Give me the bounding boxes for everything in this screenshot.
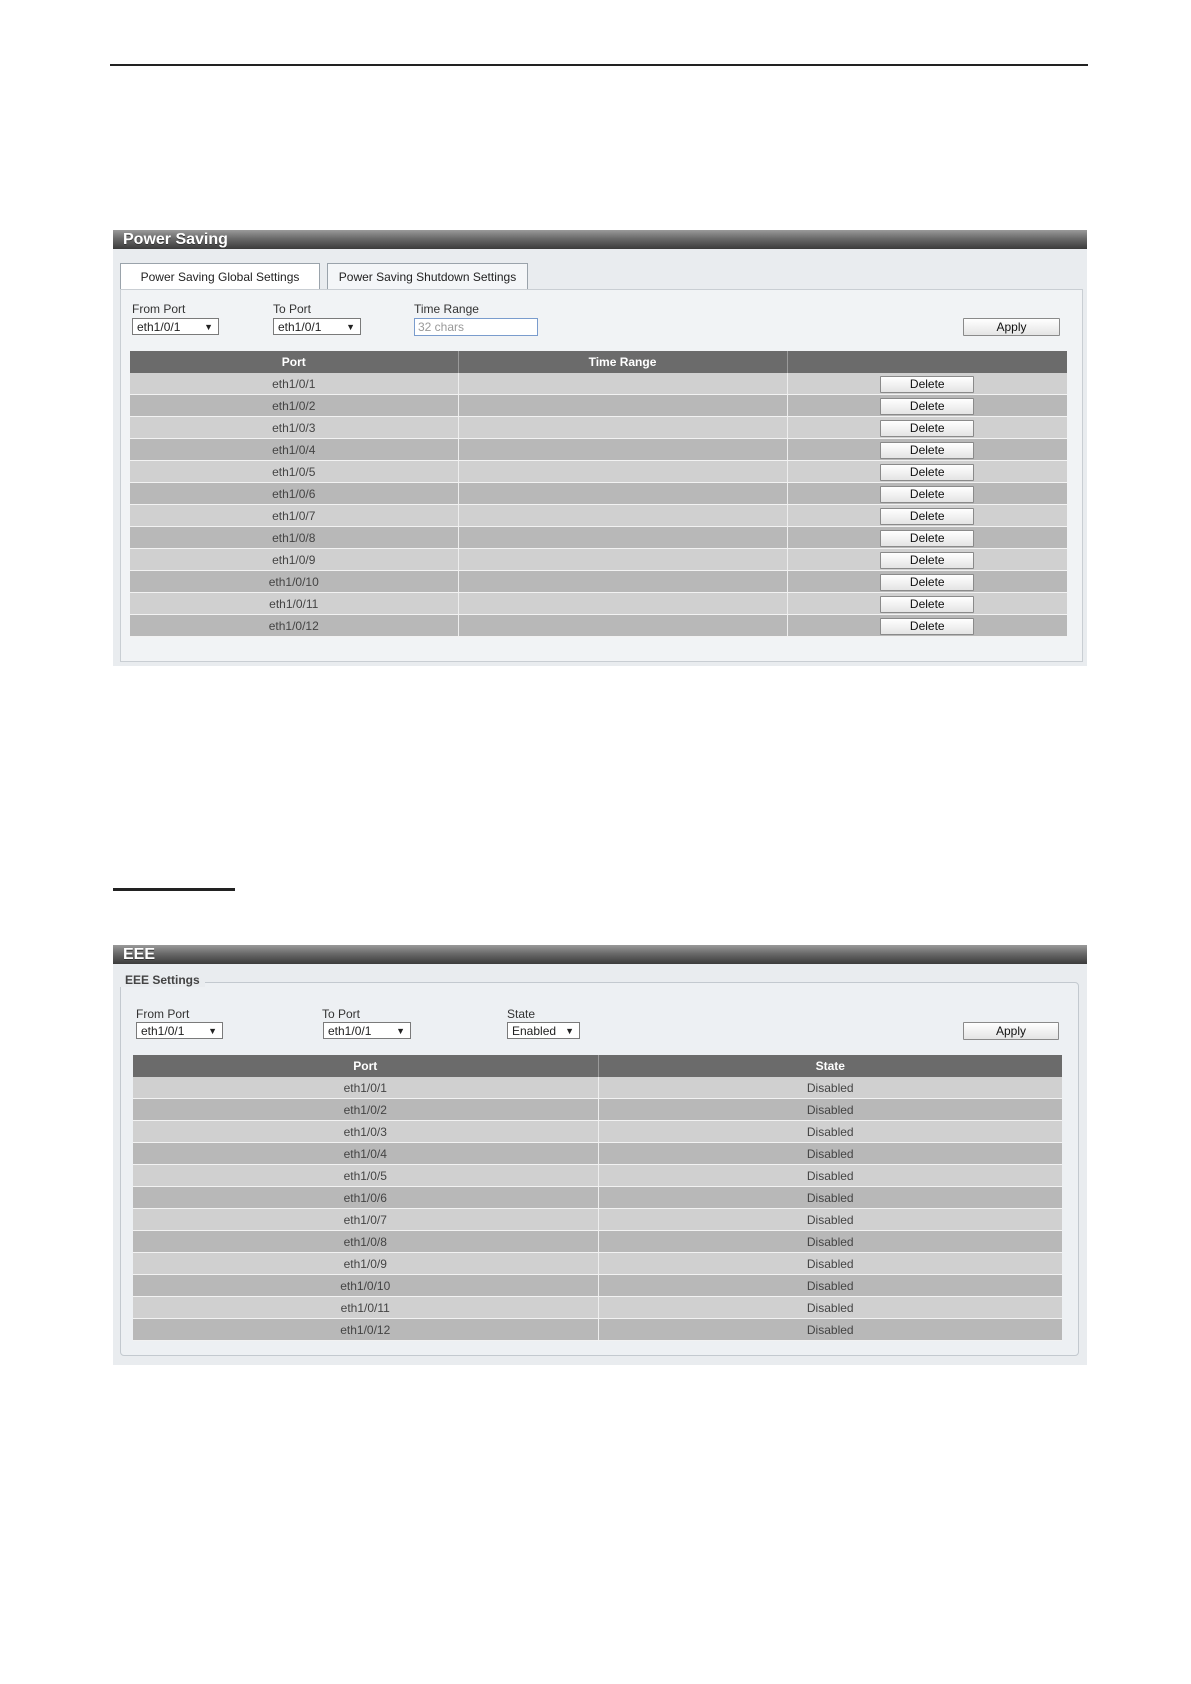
table-row [133, 1231, 1062, 1253]
table-row [133, 1319, 1062, 1341]
port-cell: eth1/0/3 [130, 417, 458, 439]
action-cell [787, 571, 1067, 593]
power-saving-table [130, 351, 1067, 637]
table-row [133, 1297, 1062, 1319]
state-cell: Disabled [598, 1209, 1062, 1231]
section-underline [113, 888, 235, 891]
action-cell [787, 505, 1067, 527]
table-row [130, 439, 1067, 461]
table-row [130, 593, 1067, 615]
port-cell: eth1/0/6 [130, 483, 458, 505]
port-cell: eth1/0/4 [130, 439, 458, 461]
page-top-rule [110, 64, 1088, 66]
from-port-label: From Port [132, 302, 186, 316]
table-row [133, 1165, 1062, 1187]
time-range-cell [458, 571, 787, 593]
state-cell: Disabled [598, 1187, 1062, 1209]
port-cell: eth1/0/8 [130, 527, 458, 549]
state-cell: Disabled [598, 1231, 1062, 1253]
to-port-label: To Port [273, 302, 312, 316]
eee-apply-button[interactable]: Apply [963, 1022, 1059, 1040]
table-row [130, 571, 1067, 593]
column-header-port: Port [133, 1055, 598, 1077]
state-cell: Disabled [598, 1165, 1062, 1187]
delete-button[interactable]: Delete [880, 596, 974, 613]
eee-state-value: Enabled [512, 1024, 557, 1038]
time-range-cell [458, 373, 787, 395]
port-cell: eth1/0/1 [133, 1077, 598, 1099]
state-cell: Disabled [598, 1275, 1062, 1297]
delete-button[interactable]: Delete [880, 376, 974, 393]
power-saving-panel [113, 230, 1087, 666]
table-row [130, 461, 1067, 483]
delete-button[interactable]: Delete [880, 574, 974, 591]
eee-panel [113, 945, 1087, 1365]
time-range-cell [458, 615, 787, 637]
time-range-cell [458, 593, 787, 615]
port-cell: eth1/0/11 [133, 1297, 598, 1319]
tab-power-saving-global-settings[interactable]: Power Saving Global Settings [120, 263, 320, 290]
port-cell: eth1/0/7 [133, 1209, 598, 1231]
port-cell: eth1/0/9 [133, 1253, 598, 1275]
time-range-cell [458, 483, 787, 505]
table-row [133, 1099, 1062, 1121]
port-cell: eth1/0/12 [133, 1319, 598, 1341]
table-row [133, 1253, 1062, 1275]
table-row [133, 1143, 1062, 1165]
time-range-cell [458, 527, 787, 549]
table-row [130, 417, 1067, 439]
state-cell: Disabled [598, 1121, 1062, 1143]
time-range-label: Time Range [414, 302, 479, 316]
eee-to-port-select[interactable] [323, 1022, 411, 1039]
state-cell: Disabled [598, 1319, 1062, 1341]
table-row [130, 505, 1067, 527]
action-cell [787, 417, 1067, 439]
delete-button[interactable]: Delete [880, 442, 974, 459]
column-header-port: Port [130, 351, 458, 373]
from-port-select[interactable] [132, 318, 219, 335]
eee-from-port-select[interactable] [136, 1022, 223, 1039]
chevron-down-icon: ▼ [208, 1026, 217, 1036]
eee-to-port-label: To Port [322, 1007, 361, 1021]
eee-to-port-value: eth1/0/1 [328, 1024, 372, 1038]
port-cell: eth1/0/2 [130, 395, 458, 417]
eee-table [133, 1055, 1062, 1341]
time-range-cell [458, 505, 787, 527]
delete-button[interactable]: Delete [880, 464, 974, 481]
eee-settings-fieldset [120, 982, 1079, 1356]
table-row [130, 549, 1067, 571]
column-header-state: State [598, 1055, 1062, 1077]
table-header-row [133, 1055, 1062, 1077]
delete-button[interactable]: Delete [880, 398, 974, 415]
chevron-down-icon: ▼ [396, 1026, 405, 1036]
delete-button[interactable]: Delete [880, 552, 974, 569]
to-port-select[interactable] [273, 318, 361, 335]
to-port-value: eth1/0/1 [278, 320, 322, 334]
table-row [133, 1209, 1062, 1231]
eee-title: EEE [113, 945, 1087, 964]
state-cell: Disabled [598, 1099, 1062, 1121]
delete-button[interactable]: Delete [880, 508, 974, 525]
port-cell: eth1/0/11 [130, 593, 458, 615]
action-cell [787, 527, 1067, 549]
shutdown-settings-body [120, 289, 1083, 662]
delete-button[interactable]: Delete [880, 486, 974, 503]
port-cell: eth1/0/12 [130, 615, 458, 637]
eee-from-port-value: eth1/0/1 [141, 1024, 185, 1038]
table-row [130, 395, 1067, 417]
table-row [133, 1121, 1062, 1143]
chevron-down-icon: ▼ [346, 322, 355, 332]
state-cell: Disabled [598, 1143, 1062, 1165]
table-header-row [130, 351, 1067, 373]
port-cell: eth1/0/4 [133, 1143, 598, 1165]
time-range-cell [458, 461, 787, 483]
chevron-down-icon: ▼ [565, 1026, 574, 1036]
port-cell: eth1/0/9 [130, 549, 458, 571]
state-cell: Disabled [598, 1253, 1062, 1275]
action-cell [787, 615, 1067, 637]
table-row [130, 615, 1067, 637]
port-cell: eth1/0/8 [133, 1231, 598, 1253]
action-cell [787, 373, 1067, 395]
port-cell: eth1/0/5 [130, 461, 458, 483]
delete-button[interactable]: Delete [880, 618, 974, 635]
action-cell [787, 461, 1067, 483]
tab-power-saving-shutdown-settings[interactable]: Power Saving Shutdown Settings [327, 263, 528, 290]
action-cell [787, 593, 1067, 615]
time-range-cell [458, 417, 787, 439]
port-cell: eth1/0/1 [130, 373, 458, 395]
apply-button[interactable]: Apply [963, 318, 1060, 336]
time-range-input[interactable]: 32 chars [414, 318, 538, 336]
table-row [133, 1077, 1062, 1099]
column-header-action [787, 351, 1067, 373]
state-cell: Disabled [598, 1297, 1062, 1319]
eee-settings-legend: EEE Settings [120, 973, 205, 987]
delete-button[interactable]: Delete [880, 530, 974, 547]
table-row [133, 1187, 1062, 1209]
time-range-cell [458, 395, 787, 417]
eee-from-port-label: From Port [136, 1007, 190, 1021]
time-range-cell [458, 549, 787, 571]
time-range-cell [458, 439, 787, 461]
table-row [130, 483, 1067, 505]
table-row [133, 1275, 1062, 1297]
column-header-time-range: Time Range [458, 351, 787, 373]
chevron-down-icon: ▼ [204, 322, 213, 332]
port-cell: eth1/0/7 [130, 505, 458, 527]
port-cell: eth1/0/6 [133, 1187, 598, 1209]
action-cell [787, 395, 1067, 417]
eee-state-select[interactable] [507, 1022, 580, 1039]
table-row [130, 527, 1067, 549]
port-cell: eth1/0/2 [133, 1099, 598, 1121]
power-saving-title: Power Saving [113, 230, 1087, 249]
port-cell: eth1/0/3 [133, 1121, 598, 1143]
from-port-value: eth1/0/1 [137, 320, 181, 334]
action-cell [787, 483, 1067, 505]
table-row [130, 373, 1067, 395]
delete-button[interactable]: Delete [880, 420, 974, 437]
port-cell: eth1/0/10 [130, 571, 458, 593]
action-cell [787, 439, 1067, 461]
port-cell: eth1/0/10 [133, 1275, 598, 1297]
action-cell [787, 549, 1067, 571]
eee-state-label: State [507, 1007, 536, 1021]
port-cell: eth1/0/5 [133, 1165, 598, 1187]
state-cell: Disabled [598, 1077, 1062, 1099]
